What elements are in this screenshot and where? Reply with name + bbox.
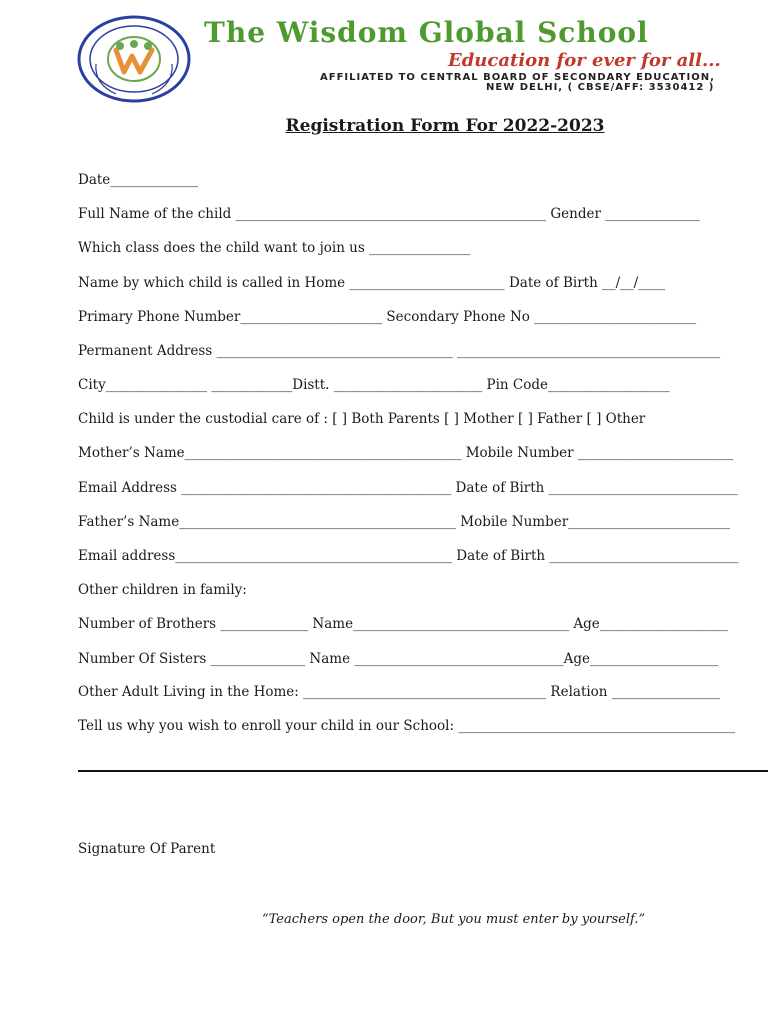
affiliation-line-1: AFFILIATED TO CENTRAL BOARD OF SECONDARY EDUCATION, xyxy=(320,72,715,83)
other-children-heading: Other children in family: xyxy=(78,582,247,598)
signature-label: Signature Of Parent xyxy=(78,841,216,857)
home-name-dob-line[interactable]: Name by which child is called in Home _______________________ Date of Birth __/__/____ xyxy=(78,275,666,291)
other-adult-line[interactable]: Other Adult Living in the Home: ____________________________________ Relation ________________ xyxy=(78,684,720,700)
affiliation-line-2: NEW DELHI, ( CBSE/AFF: 3530412 ) xyxy=(486,82,715,93)
form-title: Registration Form For 2022-2023 xyxy=(285,116,605,136)
brothers-line[interactable]: Number of Brothers _____________ Name________________________________ Age___________________ xyxy=(78,616,728,632)
permanent-address-line[interactable]: Permanent Address ___________________________________ _______________________________________ xyxy=(78,343,721,359)
city-distt-pincode-line[interactable]: City_______________ ____________Distt. ______________________ Pin Code__________________ xyxy=(78,377,670,393)
answer-rule[interactable] xyxy=(78,770,768,772)
sisters-line[interactable]: Number Of Sisters ______________ Name _______________________________Age___________________ xyxy=(78,651,719,667)
quote-text: “Teachers open the door, But you must enter by yourself.” xyxy=(262,912,646,927)
school-name: The Wisdom Global School xyxy=(204,16,649,49)
enroll-reason-line[interactable]: Tell us why you wish to enroll your child in our School: _________________________________________ xyxy=(78,718,736,734)
school-header xyxy=(0,0,768,110)
father-name-mobile-line[interactable]: Father’s Name_________________________________________ Mobile Number________________________ xyxy=(78,514,731,530)
phone-numbers-line[interactable]: Primary Phone Number_____________________ Secondary Phone No ________________________ xyxy=(78,309,697,325)
school-logo xyxy=(76,14,192,104)
custodial-care-line[interactable]: Child is under the custodial care of : [ ] Both Parents [ ] Mother [ ] Father [ ] Other xyxy=(78,411,646,427)
mother-email-dob-line[interactable]: Email Address ________________________________________ Date of Birth ____________________________ xyxy=(78,480,738,496)
father-email-dob-line[interactable]: Email address_________________________________________ Date of Birth ____________________________ xyxy=(78,548,739,564)
date-field-line[interactable]: Date_____________ xyxy=(78,172,199,188)
school-tagline: Education for ever for all... xyxy=(448,50,721,71)
mother-name-mobile-line[interactable]: Mother’s Name_________________________________________ Mobile Number _______________________ xyxy=(78,445,734,461)
full-name-gender-line[interactable]: Full Name of the child ______________________________________________ Gender ______________ xyxy=(78,206,700,222)
class-join-line[interactable]: Which class does the child want to join us _______________ xyxy=(78,240,471,256)
